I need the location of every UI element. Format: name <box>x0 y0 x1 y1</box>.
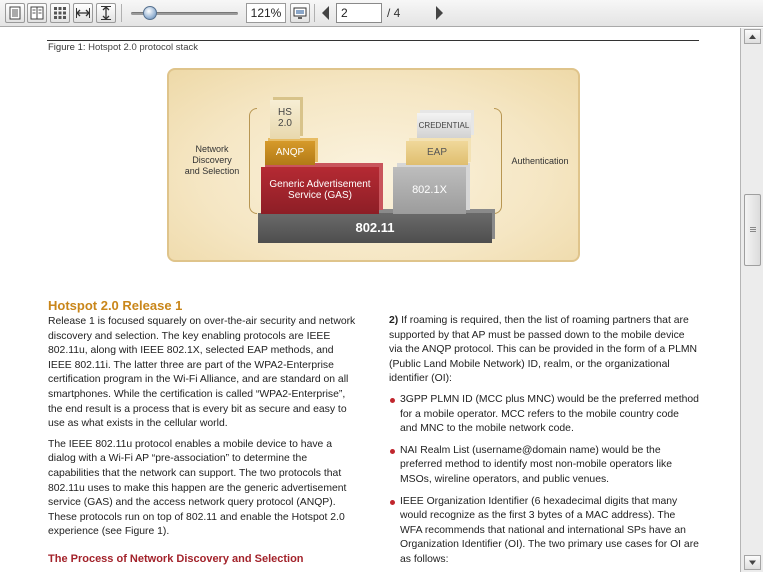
scrollbar-thumb[interactable] <box>744 194 761 266</box>
anqp-label: ANQP <box>275 147 305 158</box>
hs20-block <box>270 100 300 139</box>
right-column <box>389 314 699 572</box>
section-heading: Hotspot 2.0 Release 1 <box>48 298 183 313</box>
monitor-icon <box>293 6 307 20</box>
roaming-text: If roaming is required, then the list of roaming partners that are supported by that AP must be passed down to the mobile device via the ANQP protocol. This can be provided in the form of a PLMN (Public Land Mobile Network) ID, realm, or the organizational identifier (OI): <box>389 315 698 385</box>
fit-width-button[interactable] <box>73 3 93 23</box>
authentication-label: Authentication <box>511 156 569 166</box>
ieee-8021x-block <box>393 167 466 214</box>
next-page-icon[interactable] <box>436 6 443 20</box>
sub-heading: The Process of Network Discovery and Selection <box>48 553 304 565</box>
figure-caption <box>48 42 198 53</box>
protocol-stack-diagram <box>167 68 580 262</box>
eap-block <box>406 141 468 165</box>
network-discovery-label <box>177 144 247 177</box>
list-item: NAI Realm List (username@domain name) would be the preferred method to identify most non-mobile operators like MSOs, wireline operators, and public venues. <box>389 444 699 488</box>
fullscreen-button[interactable] <box>290 3 310 23</box>
network-discovery-line: Network <box>195 144 229 154</box>
gas-label-line2: Service (GAS) <box>288 190 352 201</box>
two-page-icon <box>30 6 44 20</box>
thumbnail-view-button[interactable] <box>50 3 70 23</box>
grip-line <box>750 227 756 228</box>
gas-block <box>261 167 379 214</box>
two-page-view-button[interactable] <box>27 3 47 23</box>
ieee-80211-label: 802.11 <box>355 220 395 235</box>
scroll-up-icon <box>745 30 760 43</box>
header-rule <box>47 40 699 41</box>
scroll-down-icon <box>745 556 760 569</box>
paragraph-roaming <box>389 314 699 387</box>
left-brace <box>249 108 257 214</box>
ieee-80211-block <box>258 213 492 243</box>
fit-height-icon <box>99 6 113 20</box>
hs20-label-line2: 2.0 <box>278 118 292 129</box>
grip-line <box>750 231 756 232</box>
zoom-slider-thumb[interactable] <box>143 6 157 20</box>
network-discovery-line: Discovery <box>192 155 232 165</box>
paragraph-80211u: The IEEE 802.11u protocol enables a mobile device to have a dialog with a Wi-Fi AP “pre-association” to determine the capabilities that the network can support. The two protocols that 802.11u uses to make this happen are the generic advertisement service (GAS) and the access network query protocol (ANQP). These protocols run on top of 802.11 and enable the Hotspot 2.0 experience (see Figure 1). <box>48 438 347 538</box>
roaming-number: 2) <box>389 315 399 326</box>
grid-icon <box>53 6 67 20</box>
credential-label: CREDENTIAL <box>418 121 470 130</box>
page-number-input[interactable]: 2 <box>336 3 382 23</box>
single-page-view-button[interactable] <box>5 3 25 23</box>
list-item: 3GPP PLMN ID (MCC plus MNC) would be the preferred method for a mobile operator. MCC refers to the mobile country code and MNC to the mobile network code. <box>389 393 699 437</box>
gas-label-line1: Generic Advertisement <box>269 179 371 190</box>
document-page <box>0 28 740 572</box>
right-brace <box>494 108 502 214</box>
grip-line <box>750 229 756 230</box>
toolbar <box>0 0 763 27</box>
scroll-up-button[interactable] <box>744 29 761 44</box>
list-item: IEEE Organization Identifier (6 hexadecimal digits that many would recognize as the first 3 bytes of a MAC address). The WFA recommends that national and international SPs have an Organization Identifier (OI). The two primary use cases for OI are as follows: <box>389 495 699 568</box>
vertical-scrollbar[interactable] <box>740 28 763 572</box>
network-discovery-line: and Selection <box>184 166 240 176</box>
scroll-down-button[interactable] <box>744 555 761 570</box>
paragraph-release-1: Release 1 is focused squarely on over-the-air security and network discovery and selection. The key enabling protocols are IEEE 802.11u, along with IEEE 802.1X, selected EAP methods, and IEEE 802.11i. The latter three are part of the WPA2-Enterprise certification program in the Wi-Fi Alliance, and are standard on all smartphones. While the certification is called “WPA2-Enterprise”, the end result is a process that is every bit as secure and easy to use as what exists in the cellular world. <box>48 316 356 430</box>
fit-height-button[interactable] <box>96 3 116 23</box>
page-total-label: / 4 <box>387 6 401 20</box>
anqp-block <box>265 141 315 165</box>
single-page-icon <box>8 6 22 20</box>
hs20-label-line1: HS <box>278 107 292 118</box>
left-column <box>48 315 356 546</box>
credential-block <box>417 113 471 138</box>
previous-page-icon[interactable] <box>322 6 329 20</box>
figure-caption-label: Figure 1: <box>48 42 86 53</box>
fit-width-icon <box>76 6 90 20</box>
toolbar-divider <box>121 4 122 22</box>
figure-caption-text: Hotspot 2.0 protocol stack <box>85 42 198 53</box>
toolbar-divider <box>314 4 315 22</box>
eap-label: EAP <box>426 147 447 158</box>
ieee-8021x-label: 802.1X <box>412 184 447 196</box>
zoom-level-display[interactable]: 121% <box>246 3 286 23</box>
identifier-list <box>389 393 699 568</box>
